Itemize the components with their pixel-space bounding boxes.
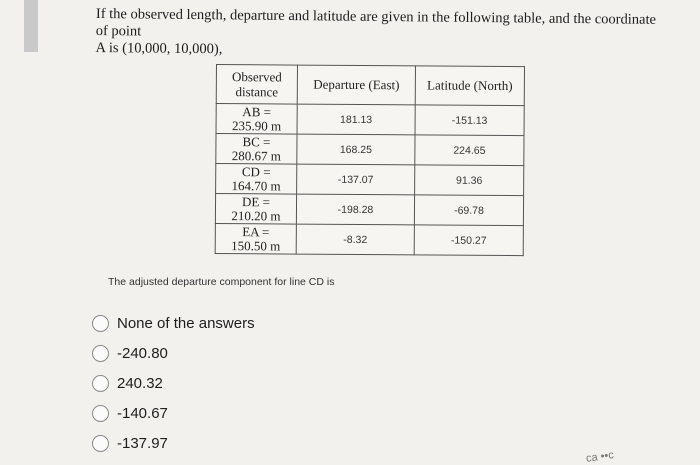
line-label: CD = <box>241 163 271 179</box>
latitude-cell: -151.13 <box>415 105 524 136</box>
question-prompt: The adjusted departure component for line CD is <box>108 276 335 288</box>
distance-cell <box>216 104 297 135</box>
radio-button[interactable] <box>92 345 109 362</box>
table-row <box>216 164 524 196</box>
question-line-1: If the observed length, departure and latitude are given in the following table, and the coordinate of point <box>95 6 657 40</box>
latitude-cell: 224.65 <box>415 135 524 166</box>
line-distance: 280.67 m <box>231 147 281 163</box>
departure-cell: -8.32 <box>296 224 414 255</box>
option-label: -240.80 <box>117 344 168 362</box>
table-row <box>215 194 523 226</box>
departure-cell: -198.28 <box>296 194 414 225</box>
line-label: BC = <box>242 133 271 149</box>
table-row <box>216 134 524 166</box>
latitude-cell: -150.27 <box>414 225 523 256</box>
table-row <box>216 104 524 136</box>
line-label: DE = <box>242 193 271 209</box>
departure-cell: 168.25 <box>297 134 415 165</box>
line-label: EA = <box>242 223 270 239</box>
option-label: -140.67 <box>117 404 168 422</box>
departure-cell: 181.13 <box>297 104 415 135</box>
distance-cell <box>215 194 296 225</box>
line-label: AB = <box>242 103 272 119</box>
radio-button[interactable] <box>92 315 109 332</box>
option-label: -137.97 <box>117 434 168 452</box>
radio-button[interactable] <box>92 435 109 452</box>
header-latitude: Latitude (North) <box>415 66 524 106</box>
header-observed-distance: Observed distance <box>216 65 297 105</box>
radio-button[interactable] <box>92 405 109 422</box>
distance-cell <box>216 134 297 165</box>
left-edge-bar <box>24 0 38 52</box>
answer-option-neg-137-97[interactable] <box>92 428 255 458</box>
answer-option-neg-240-80[interactable] <box>92 338 255 368</box>
radio-button[interactable] <box>92 375 109 392</box>
table-row <box>215 223 523 255</box>
line-distance: 164.70 m <box>231 177 281 193</box>
line-distance: 150.50 m <box>231 237 281 253</box>
answer-options <box>92 308 255 458</box>
corner-mark: ca ••c <box>585 449 615 465</box>
line-distance: 210.20 m <box>231 207 281 223</box>
traverse-table <box>215 64 525 256</box>
header-departure: Departure (East) <box>297 65 415 105</box>
question-line-2: A is (10,000, 10,000), <box>95 39 223 58</box>
table-header-row <box>216 65 524 106</box>
latitude-cell: -69.78 <box>414 195 523 226</box>
departure-cell: -137.07 <box>297 164 415 195</box>
latitude-cell: 91.36 <box>415 165 524 196</box>
question-text <box>95 6 666 63</box>
line-distance: 235.90 m <box>231 117 282 133</box>
distance-cell <box>215 223 296 254</box>
distance-cell <box>216 164 297 195</box>
answer-option-neg-140-67[interactable] <box>92 398 255 428</box>
option-label: None of the answers <box>117 314 255 332</box>
answer-option-none[interactable] <box>92 308 255 338</box>
answer-option-240-32[interactable] <box>92 368 255 398</box>
option-label: 240.32 <box>117 374 163 392</box>
